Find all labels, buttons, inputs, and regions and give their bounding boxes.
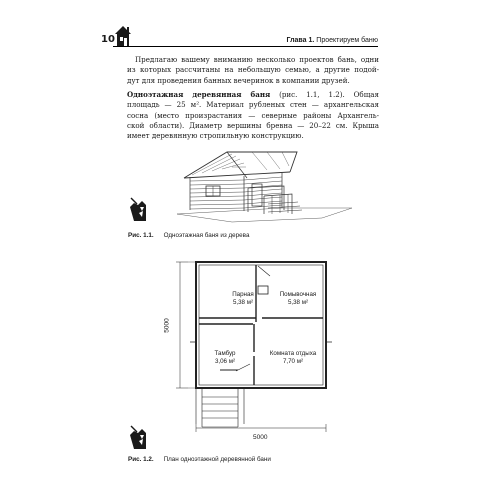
header-rule	[113, 46, 378, 47]
intro-paragraph	[127, 55, 379, 86]
bathhouse-illustration	[172, 148, 362, 226]
room-label-rest	[256, 350, 330, 366]
figure-1-caption	[128, 232, 249, 239]
section-title: Одноэтажная деревянная баня	[127, 90, 271, 99]
room-label-steam	[218, 291, 268, 307]
figure-1-number: Рис. 1.1.	[128, 232, 154, 239]
figure-1-caption-text: Одноэтажная баня из дерева	[163, 232, 250, 239]
section-line: сосна (место произрастания — северные районы Архангель-	[127, 110, 379, 120]
room-area: 5,38 м²	[287, 299, 309, 306]
dimension-width: 5000	[253, 434, 268, 441]
figure-2-caption-text: План одноэтажной деревянной бани	[163, 456, 271, 463]
hand-marker-icon	[128, 423, 150, 453]
section-line: (рис. 1.1, 1.2). Общая	[270, 90, 380, 99]
running-head	[286, 37, 378, 44]
room-name: Парная	[232, 291, 254, 298]
room-name: Тамбур	[214, 350, 236, 357]
room-label-wash	[268, 291, 328, 307]
figure-2-caption	[128, 456, 271, 463]
room-name: Комната отдыха	[269, 350, 317, 357]
floor-plan	[158, 252, 348, 442]
figure-2-number: Рис. 1.2.	[128, 456, 154, 463]
chapter-label: Глава 1.	[286, 37, 315, 44]
intro-line: из которых рассчитаны на небольшую семью, а другие подой-	[127, 65, 379, 75]
section-first-line	[127, 90, 379, 100]
intro-line: Предлагаю вашему вниманию несколько проектов бань, одни	[135, 55, 379, 64]
room-label-vestibule	[202, 350, 248, 366]
room-area: 3,06 м²	[214, 358, 236, 365]
dimension-height: 5000	[163, 318, 171, 333]
room-name: Помывочная	[279, 291, 317, 298]
chapter-title: Проектируем баню	[316, 37, 378, 44]
room-area: 5,38 м²	[232, 299, 254, 306]
room-area: 7,70 м²	[282, 358, 304, 365]
page-number: 10	[101, 34, 115, 45]
section-line: имеет деревянную стропильную конструкцию.	[127, 131, 304, 141]
section-paragraph	[127, 90, 379, 141]
chapter-logo-icon	[113, 24, 133, 48]
section-line: площадь — 25 м². Материал рубленых стен — архангельская	[127, 100, 379, 110]
hand-marker-icon	[128, 195, 150, 225]
section-line: ской области). Диаметр вершины бревна — 20–22 см. Крыша	[127, 120, 379, 130]
intro-line: дут для проведения банных вечеринок в компании друзей.	[127, 75, 350, 85]
